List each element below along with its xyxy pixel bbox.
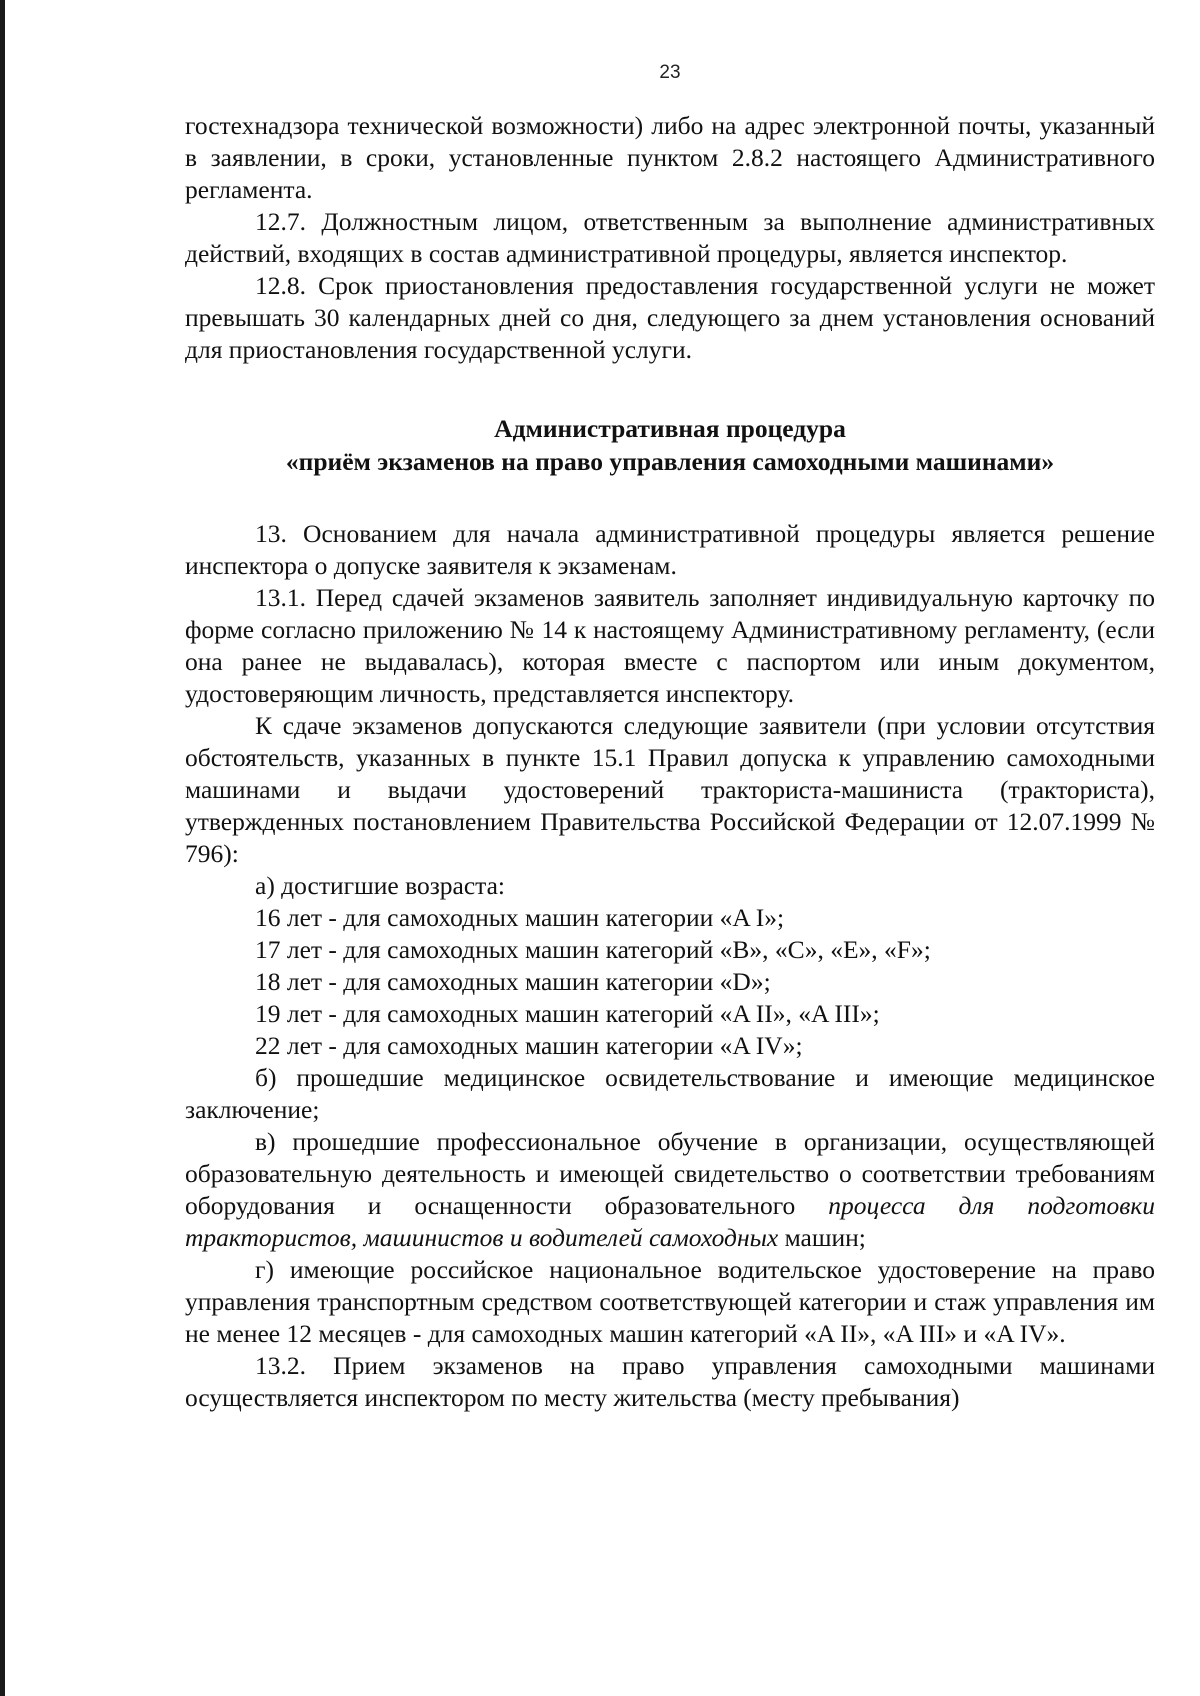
item-b: б) прошедшие медицинское освидетельствование и имеющие медицинское заключение; <box>185 1063 1155 1124</box>
age-line: 19 лет - для самоходных машин категорий «A II», «A III»; <box>255 999 880 1028</box>
item-a: а) достигшие возраста: <box>255 871 506 900</box>
paragraph-admission: К сдаче экзаменов допускаются следующие заявители (при условии отсутствия обстоятельств, указанных в пункте 15.1 Правил допуска к управлению самоходными машинами и выдачи удостоверений тракториста-машиниста (тракториста), утвержденных постановлением Правительства Российской Федерации от 12.07.1999 № 796): <box>185 711 1155 868</box>
item-v-text: в) прошедшие профессиональное обучение в организации, осуществляющей образовательную деятельность и имеющей свидетельство о соответствии требованиям оборудования и оснащенности образовательного <box>185 1127 1155 1220</box>
document-body <box>185 110 1155 1414</box>
section-heading <box>185 412 1155 478</box>
age-line: 16 лет - для самоходных машин категории «A I»; <box>255 903 785 932</box>
paragraph-13-1: 13.1. Перед сдачей экзаменов заявитель заполняет индивидуальную карточку по форме согласно приложению № 14 к настоящему Административному регламенту, (если она ранее не выдавалась), которая вместе с паспортом или иным документом, удостоверяющим личность, представляется инспектору. <box>185 583 1155 708</box>
item-g: г) имеющие российское национальное водительское удостоверение на право управления транспортным средством соответствующей категории и стаж управления им не менее 12 месяцев - для самоходных машин категорий «A II», «A III» и «A IV». <box>185 1255 1155 1348</box>
paragraph-continuation: гостехнадзора технической возможности) либо на адрес электронной почты, указанный в заявлении, в сроки, установленные пунктом 2.8.2 настоящего Административного регламента. <box>185 111 1155 204</box>
paragraph-13-2: 13.2. Прием экзаменов на право управления самоходными машинами осуществляется инспектором по месту жительства (месту пребывания) <box>185 1351 1155 1412</box>
paragraph-12-8: 12.8. Срок приостановления предоставления государственной услуги не может превышать 30 календарных дней со дня, следующего за днем установления оснований для приостановления государственной услуги. <box>185 271 1155 364</box>
item-v-italic-text: процесса для подготовки трактористов, машинистов и водителей самоходных <box>185 1191 1155 1252</box>
age-line: 22 лет - для самоходных машин категории «A IV»; <box>255 1031 803 1060</box>
section-heading-line2: «приём экзаменов на право управления самоходными машинами» <box>285 447 1055 476</box>
item-v <box>185 1126 1155 1254</box>
scan-edge <box>0 0 5 1696</box>
age-line: 17 лет - для самоходных машин категорий «B», «C», «E», «F»; <box>255 935 931 964</box>
age-line: 18 лет - для самоходных машин категории «D»; <box>255 967 771 996</box>
paragraph-12-7: 12.7. Должностным лицом, ответственным за выполнение административных действий, входящих в состав административной процедуры, является инспектор. <box>185 207 1155 268</box>
page-number: 23 <box>659 62 681 83</box>
section-heading-line1: Административная процедура <box>494 414 846 443</box>
item-v-end-text: машин; <box>778 1223 866 1252</box>
paragraph-13: 13. Основанием для начала административной процедуры является решение инспектора о допуске заявителя к экзаменам. <box>185 519 1155 580</box>
